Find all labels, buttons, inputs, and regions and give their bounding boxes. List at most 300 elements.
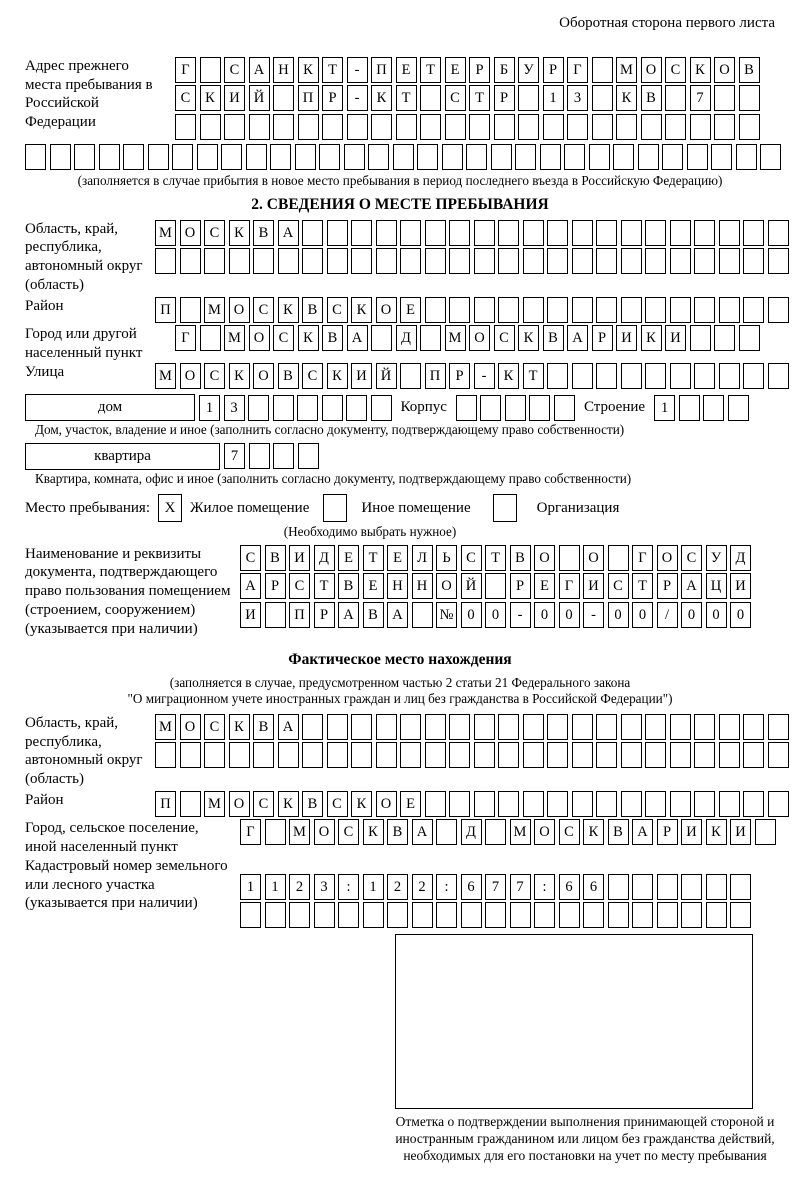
- char-cell: [265, 902, 286, 928]
- char-cell: Р: [543, 57, 564, 83]
- char-cell: П: [371, 57, 392, 83]
- char-cell: [657, 902, 678, 928]
- stay-type-label: Место пребывания:: [25, 499, 150, 516]
- char-cell: Д: [314, 545, 335, 571]
- page-side-note: Оборотная сторона первого листа: [559, 15, 775, 31]
- apartment-cells: [224, 443, 319, 469]
- street-block: [25, 363, 775, 392]
- char-cell: К: [229, 220, 250, 246]
- region2-block: [25, 714, 775, 789]
- char-cell: 7: [690, 85, 711, 111]
- char-cell: Т: [485, 545, 506, 571]
- char-cell: А: [249, 57, 270, 83]
- char-cell: Ь: [436, 545, 457, 571]
- char-cell: Т: [396, 85, 417, 111]
- char-cell: В: [322, 325, 343, 351]
- char-cell: О: [376, 297, 397, 323]
- char-cell: М: [224, 325, 245, 351]
- char-cell: [523, 248, 544, 274]
- char-cell: [273, 395, 294, 421]
- char-cell: 6: [583, 874, 604, 900]
- city2-block: [25, 819, 775, 857]
- char-cell: С: [494, 325, 515, 351]
- char-cell: [719, 714, 740, 740]
- char-cell: [665, 114, 686, 140]
- char-cell: К: [371, 85, 392, 111]
- char-cell: [338, 902, 359, 928]
- char-cell: [498, 791, 519, 817]
- char-cell: [346, 395, 367, 421]
- checkbox-residential: X: [158, 494, 182, 522]
- char-cell: [253, 248, 274, 274]
- stay-option-organization-label: Организация: [536, 499, 620, 516]
- char-cell: [596, 742, 617, 768]
- char-cell: [295, 144, 316, 170]
- char-cell: [559, 902, 580, 928]
- document-row-1: [240, 545, 775, 571]
- char-cell: [613, 144, 634, 170]
- char-cell: [123, 144, 144, 170]
- char-cell: [229, 248, 250, 274]
- char-cell: М: [616, 57, 637, 83]
- char-cell: [645, 714, 666, 740]
- prev-address-row-1: [175, 57, 775, 83]
- char-cell: В: [387, 819, 408, 845]
- char-cell: С: [273, 325, 294, 351]
- region-label: Область, край, республика, автономный округ (область): [25, 220, 143, 293]
- char-cell: [327, 248, 348, 274]
- city2-row: [240, 819, 776, 845]
- char-cell: В: [253, 220, 274, 246]
- char-cell: [681, 874, 702, 900]
- char-cell: [204, 742, 225, 768]
- char-cell: И: [289, 545, 310, 571]
- section3-title: Фактическое место нахождения: [288, 651, 512, 669]
- char-cell: [547, 297, 568, 323]
- char-cell: М: [204, 297, 225, 323]
- house-row: [25, 394, 775, 421]
- char-cell: [229, 742, 250, 768]
- char-cell: К: [616, 85, 637, 111]
- char-cell: О: [376, 791, 397, 817]
- district2-label: Район: [25, 791, 64, 808]
- char-cell: -: [474, 363, 495, 389]
- house-box-label: дом: [25, 394, 195, 421]
- char-cell: 3: [314, 874, 335, 900]
- char-cell: Р: [657, 573, 678, 599]
- char-cell: [505, 395, 526, 421]
- char-cell: 3: [567, 85, 588, 111]
- char-cell: [621, 714, 642, 740]
- char-cell: А: [278, 220, 299, 246]
- char-cell: О: [229, 297, 250, 323]
- char-cell: [197, 144, 218, 170]
- char-cell: [327, 742, 348, 768]
- char-cell: [694, 791, 715, 817]
- char-cell: [596, 220, 617, 246]
- char-cell: [534, 902, 555, 928]
- char-cell: Т: [363, 545, 384, 571]
- char-cell: [589, 144, 610, 170]
- char-cell: Ц: [706, 573, 727, 599]
- char-cell: [608, 874, 629, 900]
- char-cell: [572, 791, 593, 817]
- char-cell: 3: [224, 395, 245, 421]
- char-cell: К: [706, 819, 727, 845]
- char-cell: П: [155, 791, 176, 817]
- char-cell: [645, 220, 666, 246]
- char-cell: Т: [314, 573, 335, 599]
- char-cell: :: [338, 874, 359, 900]
- char-cell: -: [510, 602, 531, 628]
- char-cell: 0: [534, 602, 555, 628]
- char-cell: [425, 791, 446, 817]
- char-cell: :: [534, 874, 555, 900]
- char-cell: [393, 144, 414, 170]
- char-cell: Л: [412, 545, 433, 571]
- char-cell: [515, 144, 536, 170]
- char-cell: [371, 395, 392, 421]
- char-cell: [760, 144, 781, 170]
- char-cell: [523, 714, 544, 740]
- region2-label: Область, край, республика, автономный округ (область): [25, 714, 143, 787]
- char-cell: [547, 714, 568, 740]
- char-cell: [768, 220, 789, 246]
- char-cell: [632, 902, 653, 928]
- char-cell: [739, 114, 760, 140]
- char-cell: [523, 791, 544, 817]
- char-cell: [417, 144, 438, 170]
- confirmation-stamp-box: [395, 934, 753, 1109]
- char-cell: [363, 902, 384, 928]
- char-cell: 6: [559, 874, 580, 900]
- char-cell: П: [298, 85, 319, 111]
- char-cell: Р: [265, 573, 286, 599]
- char-cell: [559, 545, 580, 571]
- char-cell: А: [567, 325, 588, 351]
- char-cell: [768, 742, 789, 768]
- char-cell: С: [302, 363, 323, 389]
- district2-row: [155, 791, 789, 817]
- char-cell: 0: [681, 602, 702, 628]
- char-cell: [302, 714, 323, 740]
- char-cell: 7: [224, 443, 245, 469]
- char-cell: [592, 57, 613, 83]
- char-cell: 0: [608, 602, 629, 628]
- region-row-1: [155, 220, 789, 246]
- char-cell: [621, 297, 642, 323]
- stroenie-label: Строение: [583, 399, 646, 416]
- char-cell: [265, 602, 286, 628]
- stay-type-note: (Необходимо выбрать нужное): [283, 524, 457, 540]
- char-cell: К: [351, 791, 372, 817]
- char-cell: [371, 114, 392, 140]
- district2-block: [25, 791, 775, 820]
- char-cell: О: [180, 220, 201, 246]
- char-cell: [273, 443, 294, 469]
- char-cell: Е: [387, 545, 408, 571]
- char-cell: [690, 325, 711, 351]
- char-cell: [449, 791, 470, 817]
- char-cell: [253, 742, 274, 768]
- prev-address-label: Адрес прежнего места пребывания в Российской Федерации: [25, 57, 153, 130]
- char-cell: [518, 114, 539, 140]
- street-label: Улица: [25, 363, 65, 380]
- char-cell: [322, 395, 343, 421]
- char-cell: [400, 742, 421, 768]
- char-cell: [351, 742, 372, 768]
- char-cell: [445, 114, 466, 140]
- char-cell: [621, 742, 642, 768]
- char-cell: Н: [412, 573, 433, 599]
- char-cell: М: [155, 714, 176, 740]
- cadastral-block: [25, 857, 775, 931]
- char-cell: [547, 363, 568, 389]
- char-cell: О: [657, 545, 678, 571]
- district-block: [25, 297, 775, 326]
- char-cell: О: [314, 819, 335, 845]
- char-cell: Е: [400, 791, 421, 817]
- char-cell: [596, 363, 617, 389]
- section2-title: 2. СВЕДЕНИЯ О МЕСТЕ ПРЕБЫВАНИЯ: [251, 196, 549, 214]
- char-cell: [246, 144, 267, 170]
- char-cell: [485, 573, 506, 599]
- char-cell: [474, 297, 495, 323]
- char-cell: М: [155, 220, 176, 246]
- char-cell: [273, 114, 294, 140]
- char-cell: В: [253, 714, 274, 740]
- char-cell: О: [180, 363, 201, 389]
- prev-address-caption: (заполняется в случае прибытия в новое место пребывания в период последнего въезда в Российскую Федерацию): [77, 172, 723, 188]
- char-cell: [368, 144, 389, 170]
- char-cell: И: [665, 325, 686, 351]
- char-cell: С: [608, 573, 629, 599]
- char-cell: И: [730, 819, 751, 845]
- region-row-2: [155, 248, 789, 274]
- char-cell: [706, 874, 727, 900]
- char-cell: [547, 248, 568, 274]
- char-cell: :: [436, 874, 457, 900]
- char-cell: [474, 220, 495, 246]
- char-cell: [572, 363, 593, 389]
- char-cell: -: [347, 57, 368, 83]
- char-cell: О: [469, 325, 490, 351]
- char-cell: В: [641, 85, 662, 111]
- char-cell: У: [518, 57, 539, 83]
- char-cell: 1: [654, 395, 675, 421]
- char-cell: С: [461, 545, 482, 571]
- char-cell: Г: [175, 57, 196, 83]
- stroenie-cells: [654, 395, 749, 421]
- char-cell: [456, 395, 477, 421]
- char-cell: В: [278, 363, 299, 389]
- char-cell: О: [249, 325, 270, 351]
- char-cell: С: [204, 363, 225, 389]
- char-cell: [719, 220, 740, 246]
- prev-address-row-4: [25, 144, 775, 170]
- char-cell: [694, 220, 715, 246]
- char-cell: А: [681, 573, 702, 599]
- char-cell: [200, 114, 221, 140]
- char-cell: [719, 363, 740, 389]
- char-cell: Т: [632, 573, 653, 599]
- char-cell: [621, 363, 642, 389]
- prev-address-block: [25, 57, 775, 143]
- char-cell: [706, 902, 727, 928]
- char-cell: [344, 144, 365, 170]
- char-cell: [739, 325, 760, 351]
- char-cell: [596, 714, 617, 740]
- char-cell: [592, 85, 613, 111]
- street-row: [155, 363, 789, 389]
- char-cell: [371, 325, 392, 351]
- char-cell: [474, 248, 495, 274]
- district-label: Район: [25, 297, 64, 314]
- char-cell: С: [175, 85, 196, 111]
- region2-row-1: [155, 714, 789, 740]
- char-cell: [543, 114, 564, 140]
- char-cell: [314, 902, 335, 928]
- city-block: [25, 325, 775, 363]
- char-cell: [99, 144, 120, 170]
- char-cell: [714, 85, 735, 111]
- char-cell: 7: [485, 874, 506, 900]
- char-cell: [498, 220, 519, 246]
- char-cell: Й: [376, 363, 397, 389]
- char-cell: 1: [199, 395, 220, 421]
- char-cell: [425, 297, 446, 323]
- char-cell: О: [641, 57, 662, 83]
- char-cell: К: [298, 325, 319, 351]
- char-cell: [681, 902, 702, 928]
- confirmation-stamp-caption: Отметка о подтверждении выполнения принимающей стороной и иностранным гражданином или лицом без гражданства действий, необходимых для его постановки на учет по месту пребывания: [395, 1113, 775, 1163]
- char-cell: [265, 819, 286, 845]
- char-cell: [510, 902, 531, 928]
- char-cell: [485, 819, 506, 845]
- char-cell: Й: [249, 85, 270, 111]
- char-cell: 0: [706, 602, 727, 628]
- char-cell: С: [204, 714, 225, 740]
- char-cell: [248, 395, 269, 421]
- char-cell: [523, 742, 544, 768]
- char-cell: С: [338, 819, 359, 845]
- char-cell: О: [253, 363, 274, 389]
- char-cell: Н: [273, 57, 294, 83]
- char-cell: К: [690, 57, 711, 83]
- char-cell: [449, 742, 470, 768]
- prev-address-row-3: [175, 114, 775, 140]
- char-cell: [564, 144, 585, 170]
- char-cell: [155, 742, 176, 768]
- char-cell: [679, 395, 700, 421]
- char-cell: [547, 220, 568, 246]
- char-cell: О: [583, 545, 604, 571]
- char-cell: -: [347, 85, 368, 111]
- char-cell: С: [327, 791, 348, 817]
- char-cell: [632, 874, 653, 900]
- char-cell: [74, 144, 95, 170]
- char-cell: Д: [461, 819, 482, 845]
- char-cell: С: [204, 220, 225, 246]
- char-cell: А: [338, 602, 359, 628]
- char-cell: [608, 545, 629, 571]
- city-label: Город или другой населенный пункт: [25, 326, 143, 361]
- char-cell: [616, 114, 637, 140]
- char-cell: С: [240, 545, 261, 571]
- char-cell: Р: [449, 363, 470, 389]
- apartment-row: [25, 443, 775, 470]
- char-cell: О: [534, 545, 555, 571]
- char-cell: [645, 791, 666, 817]
- char-cell: [621, 220, 642, 246]
- char-cell: О: [229, 791, 250, 817]
- char-cell: А: [347, 325, 368, 351]
- char-cell: О: [436, 573, 457, 599]
- char-cell: [485, 902, 506, 928]
- char-cell: [743, 297, 764, 323]
- char-cell: М: [289, 819, 310, 845]
- char-cell: [273, 85, 294, 111]
- char-cell: [719, 248, 740, 274]
- char-cell: №: [436, 602, 457, 628]
- char-cell: Г: [632, 545, 653, 571]
- char-cell: [302, 248, 323, 274]
- char-cell: П: [289, 602, 310, 628]
- char-cell: И: [240, 602, 261, 628]
- korpus-cells: [456, 395, 575, 421]
- char-cell: [572, 248, 593, 274]
- char-cell: С: [289, 573, 310, 599]
- char-cell: [592, 114, 613, 140]
- char-cell: [728, 395, 749, 421]
- char-cell: [172, 144, 193, 170]
- region2-row-2: [155, 742, 789, 768]
- char-cell: [670, 248, 691, 274]
- char-cell: Т: [322, 57, 343, 83]
- document-block: [25, 545, 775, 639]
- char-cell: С: [445, 85, 466, 111]
- char-cell: [670, 363, 691, 389]
- char-cell: Р: [510, 573, 531, 599]
- char-cell: Р: [314, 602, 335, 628]
- char-cell: М: [155, 363, 176, 389]
- char-cell: К: [298, 57, 319, 83]
- char-cell: [474, 742, 495, 768]
- char-cell: 1: [240, 874, 261, 900]
- char-cell: Р: [322, 85, 343, 111]
- char-cell: [25, 144, 46, 170]
- char-cell: С: [253, 297, 274, 323]
- char-cell: [523, 220, 544, 246]
- char-cell: И: [224, 85, 245, 111]
- document-label: Наименование и реквизиты документа, подтверждающего право пользования помещением (строением, сооружением) (указывается при наличии): [25, 545, 231, 637]
- checkbox-other-premises: [323, 494, 347, 522]
- char-cell: [518, 85, 539, 111]
- char-cell: [743, 714, 764, 740]
- char-cell: [768, 297, 789, 323]
- char-cell: [547, 742, 568, 768]
- char-cell: 0: [485, 602, 506, 628]
- char-cell: [768, 714, 789, 740]
- char-cell: [694, 363, 715, 389]
- char-cell: В: [739, 57, 760, 83]
- char-cell: [278, 742, 299, 768]
- char-cell: [719, 791, 740, 817]
- korpus-label: Корпус: [400, 399, 447, 416]
- char-cell: [224, 114, 245, 140]
- char-cell: [480, 395, 501, 421]
- char-cell: Г: [559, 573, 580, 599]
